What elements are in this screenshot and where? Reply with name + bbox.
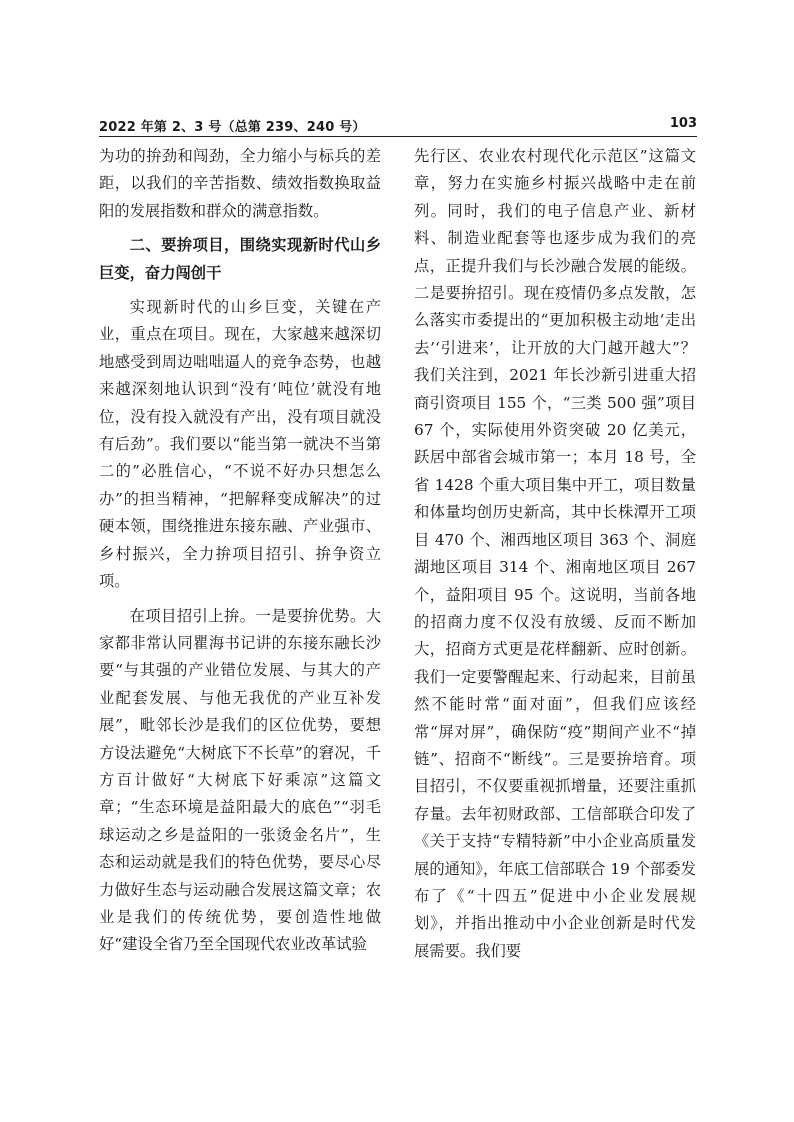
header-rule [99,136,697,137]
page-number: 103 [669,116,697,131]
paragraph-gap [99,225,381,232]
paragraph-gap [99,596,381,603]
paragraph: 在项目招引上拚。一是要拚优势。大家都非常认同瞿海书记讲的东接东融长沙要“与其强的产业错位发展、与其大的产业配套发展、与他无我优的产业互补发展”，毗邻长沙是我们的区位优势，要想方设法避免“大树底下不长草”的窘况，千方百计做好“大树底下好乘凉”这篇文章；“生态环境是益阳最大的底色”“羽毛球运动之乡是益阳的一张烫金名片”，生态和运动就是我们的特色优势，要尽心尽力做好生态与运动融合发展这篇文章；农业是我们的传统优势，要创造性地做好“建设全省乃至全国现代农业改革试验 [99,606,381,954]
paragraph: 先行区、农业农村现代化示范区”这篇文章，努力在实施乡村振兴战略中走在前列。同时，我们的电子信息产业、新材料、制造业配套等也逐步成为我们的亮点，正提升我们与长沙融合发展的能级。二是要拚招引。现在疫情仍多点发散，怎么落实市委提出的“更加积极主动地‘走出去’‘引进来’，让开放的大门越开越大”？我们关注到，2021 年长沙新引进重大招商引资项目 155 个，“三类 500 强”项目 67 个，实际使用外资突破 20 亿美元，跃居中部省会城市第一；本月 18 号，全省 1428 个重大项目集中开工，项目数量和体量均创历史新高，其中长株潭开工项目 470 个、湘西地区项目 363 个、洞庭湖地区项目 314 个、湘南地区项目 267 个，益阳项目 95 个。这说明，当前各地的招商力度不仅没有放缓、反而不断加大，招商方式更是花样翻新、应时创新。我们一定要警醒起来、行动起来，目前虽然不能时常“面对面”，但我们应该经常“屏对屏”，确保防“疫”期间产业不“掉链”、招商不“断线”。三是要拚培育。项目招引，不仅要重视抓增量，还要注重抓存量。去年初财政部、工信部联合印发了《关于支持“专精特新”中小企业高质量发展的通知》，年底工信部联合 19 个部委发布了《“十四五”促进中小企业发展规划》，并指出推动中小企业创新是时代发展需要。我们要 [414,147,696,960]
right-column [414,143,696,965]
paragraph-gap [99,287,381,294]
paragraph: 实现新时代的山乡巨变，关键在产业，重点在项目。现在，大家越来越深切地感受到周边咄咄逼人的竞争态势，也越来越深刻地认识到“没有‘吨位’就没有地位，没有投入就没有产出，没有项目就没有后劲”。我们要以“能当第一就决不当第二的”必胜信心，“不说不好办只想怎么办”的担当精神，“把解释变成解决”的过硬本领，围绕推进东接东融、产业强市、乡村振兴，全力拚项目招引、拚争资立项。 [99,298,381,591]
running-header [99,116,697,138]
paragraph: 为功的拚劲和闯劲，全力缩小与标兵的差距，以我们的辛苦指数、绩效指数换取益阳的发展指数和群众的满意指数。 [99,147,381,220]
issue-label: 2022 年第 2、3 号（总第 239、240 号） [99,120,366,135]
section-heading: 二、要拚项目，围绕实现新时代山乡巨变，奋力闯创干 [99,236,381,282]
left-column [99,143,381,959]
